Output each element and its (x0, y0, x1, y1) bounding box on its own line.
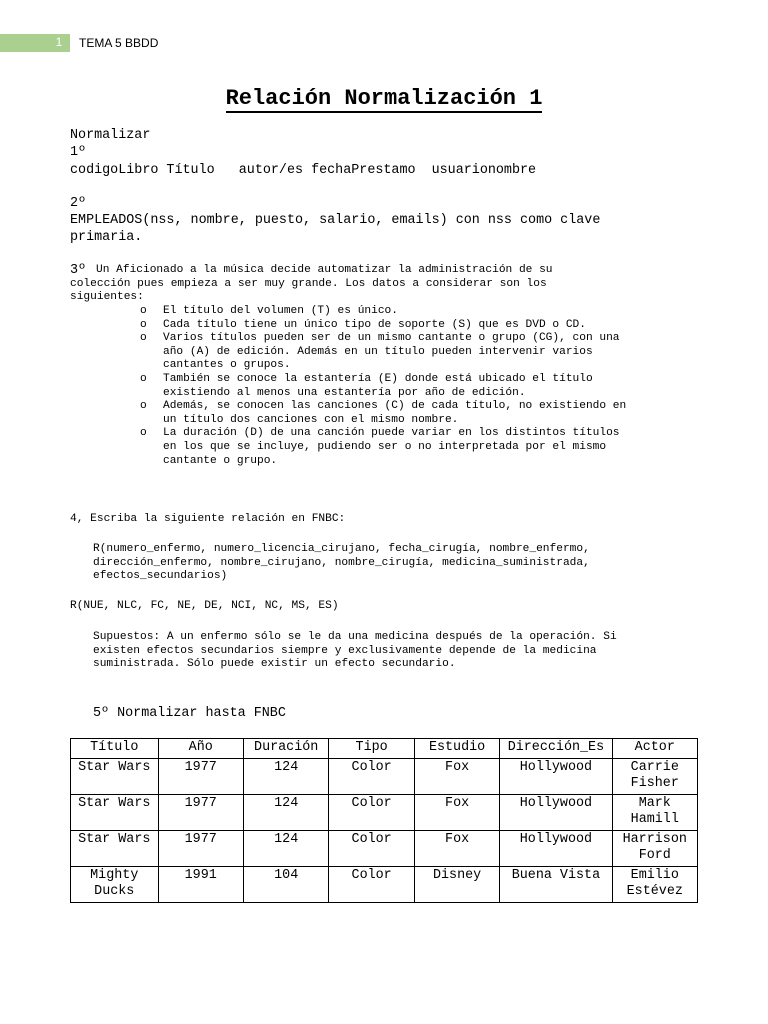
table-cell: Hollywood (500, 759, 612, 795)
column-header-titulo: Título (71, 739, 159, 759)
section3-intro-line1: Un Aficionado a la música decide automatizar la administración de su (96, 264, 553, 276)
bullet-text: Cada título tiene un único tipo de soporte (S) que es DVD o CD. (163, 318, 586, 331)
section3-number: 3º (70, 263, 87, 278)
table-header-row (71, 739, 698, 759)
table-row (71, 795, 698, 831)
table-cell: 124 (243, 795, 328, 831)
table-cell: Mark Hamill (612, 795, 697, 831)
table-cell: Star Wars (71, 759, 159, 795)
table-cell: Emilio Estévez (612, 867, 697, 903)
bullet-marker: o (140, 305, 147, 317)
table-cell: 104 (243, 867, 328, 903)
table-cell: 124 (243, 831, 328, 867)
section2-number: 2º (70, 196, 87, 211)
section5-heading: 5º Normalizar hasta FNBC (93, 706, 286, 721)
list-item (140, 332, 710, 373)
bullet-text: El título del volumen (T) es único. (163, 305, 398, 317)
table-cell: 1991 (158, 867, 243, 903)
bullet-marker: o (140, 427, 147, 440)
list-item (140, 373, 710, 400)
section4-relation: R(numero_enfermo, numero_licencia_cirujano, fecha_cirugía, nombre_enfermo, dirección_enfermo, nombre_cirujano, nombre_cirugía, medicina_suministrada, efectos_secundarios) (93, 543, 590, 583)
document-title-container (0, 86, 768, 111)
column-header-estudio: Estudio (414, 739, 499, 759)
section1-number: 1º (70, 145, 87, 160)
bullet-marker: o (140, 400, 147, 413)
bullet-marker: o (140, 318, 147, 331)
table-row (71, 759, 698, 795)
table-cell: Hollywood (500, 795, 612, 831)
table-cell: Color (329, 759, 414, 795)
section1-intro: Normalizar (70, 128, 151, 143)
table-row (71, 867, 698, 903)
section4-assumptions: Supuestos: A un enfermo sólo se le da una medicina después de la operación. Si existen efectos secundarios siempre y exclusivamente depende de la medicina suministrada. Sólo puede existir un efecto secundario. (93, 631, 617, 671)
table-cell: 124 (243, 759, 328, 795)
table-cell: 1977 (158, 795, 243, 831)
bullet-marker: o (140, 332, 147, 345)
table-cell: Color (329, 795, 414, 831)
bullet-text: La duración (D) de una canción puede variar en los distintos títulos en los que se incluye, pudiendo ser o no interpretada por el mismo cantante o grupo. (163, 427, 620, 467)
list-item (140, 319, 710, 333)
list-item (140, 400, 710, 427)
section2-line2: primaria. (70, 230, 143, 245)
table-cell: Hollywood (500, 831, 612, 867)
column-header-tipo: Tipo (329, 739, 414, 759)
header-title: TEMA 5 BBDD (79, 36, 159, 50)
table-cell: Star Wars (71, 831, 159, 867)
table-cell: Star Wars (71, 795, 159, 831)
normalization-table (70, 738, 698, 903)
column-header-actor: Actor (612, 739, 697, 759)
bullet-text: Además, se conocen las canciones (C) de cada título, no existiendo en un título dos canciones con el mismo nombre. (163, 400, 627, 426)
list-item (140, 305, 710, 319)
section1-columns: codigoLibro Título autor/es fechaPrestamo usuarionombre (70, 163, 537, 178)
table-cell: Fox (414, 795, 499, 831)
section4-heading: 4, Escriba la siguiente relación en FNBC: (70, 513, 346, 525)
table-cell: Color (329, 867, 414, 903)
table-cell: Harrison Ford (612, 831, 697, 867)
table-cell: Carrie Fisher (612, 759, 697, 795)
list-item (140, 427, 710, 468)
bullet-text: Varios títulos pueden ser de un mismo cantante o grupo (CG), con una año (A) de edición. Además en un título pueden intervenir varios cantantes o grupos. (163, 332, 620, 372)
section3-intro-line2: colección pues empieza a ser muy grande. Los datos a considerar son los (70, 278, 547, 290)
section3-intro-line3: siguientes: (70, 291, 144, 303)
section2-line1: EMPLEADOS(nss, nombre, puesto, salario, emails) con nss como clave (70, 213, 601, 228)
column-header-duracion: Duración (243, 739, 328, 759)
table-cell: Fox (414, 831, 499, 867)
section3-bullet-list (140, 305, 710, 468)
table-row (71, 831, 698, 867)
table-cell: 1977 (158, 831, 243, 867)
table-cell: Mighty Ducks (71, 867, 159, 903)
column-header-direccion: Dirección_Es (500, 739, 612, 759)
bullet-marker: o (140, 372, 147, 385)
column-header-ano: Año (158, 739, 243, 759)
page-number: 1 (55, 35, 63, 49)
section4-abbreviated-relation: R(NUE, NLC, FC, NE, DE, NCI, NC, MS, ES) (70, 600, 339, 612)
table-cell: Color (329, 831, 414, 867)
table-cell: Buena Vista (500, 867, 612, 903)
bullet-text: También se conoce la estantería (E) donde está ubicado el título existiendo al menos una estantería por año de edición. (163, 372, 593, 399)
table-cell: 1977 (158, 759, 243, 795)
document-title: Relación Normalización 1 (225, 86, 543, 111)
table-cell: Fox (414, 759, 499, 795)
table-cell: Disney (414, 867, 499, 903)
